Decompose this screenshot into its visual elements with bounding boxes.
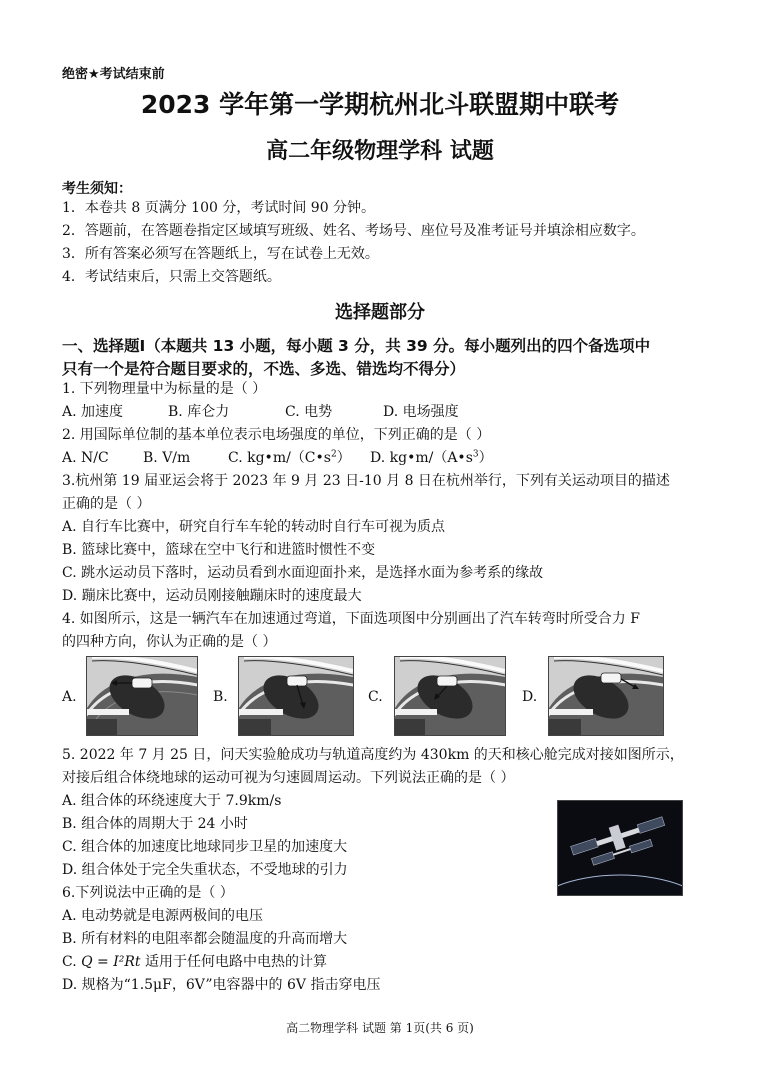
q6-option-d: D. 规格为“1.5μF，6V”电容器中的 6V 指击穿电压 bbox=[62, 977, 381, 993]
q3-option-d: D. 蹦床比赛中，运动员刚接触蹦床时的速度最大 bbox=[62, 588, 362, 604]
q4-label-d: D. bbox=[522, 689, 538, 705]
q4-label-c: C. bbox=[368, 689, 383, 705]
q3-stem-line1: 3.杭州第 19 届亚运会将于 2023 年 9 月 23 日-10 月 8 日在杭州举行，下列有关运动项目的描述 bbox=[62, 473, 670, 489]
q5-option-d: D. 组合体处于完全失重状态，不受地球的引力 bbox=[62, 862, 348, 878]
q1-stem: 1. 下列物理量中为标量的是（ ） bbox=[62, 381, 267, 397]
q5-option-a: A. 组合体的环绕速度大于 7.9km/s bbox=[62, 793, 282, 809]
q3-stem-line2: 正确的是（ ） bbox=[62, 496, 151, 512]
q6-option-b: B. 所有材料的电阻率都会随温度的升高而增大 bbox=[62, 931, 348, 947]
q2-stem: 2. 用国际单位制的基本单位表示电场强度的单位，下列正确的是（ ） bbox=[62, 427, 491, 443]
q6-option-c: C. Q = I²Rt 适用于任何电路中电热的计算 bbox=[62, 954, 327, 970]
q5-stem-line2: 对接后组合体绕地球的运动可视为匀速圆周运动。下列说法正确的是（ ） bbox=[62, 770, 515, 786]
exam-subtitle: 高二年级物理学科 试题 bbox=[266, 139, 494, 164]
q1-option-a: A. 加速度 bbox=[62, 404, 124, 420]
q2-option-d: D. $kg•m/(A•s^3)$ bbox=[370, 449, 493, 466]
q1-option-c: C. 电势 bbox=[285, 404, 333, 420]
q6-formula: Q = I²Rt bbox=[81, 954, 141, 970]
q6-option-a: A. 电动势就是电源两极间的电压 bbox=[62, 908, 264, 924]
q4-stem-line1: 4. 如图所示，这是一辆汽车在加速通过弯道，下面选项图中分别画出了汽车转弯时所受合力 F bbox=[62, 611, 640, 627]
notice-heading: 考生须知： bbox=[62, 181, 132, 197]
section-instructions-line2: 只有一个是符合题目要求的，不选、多选、错选均不得分） bbox=[62, 360, 466, 378]
exam-title: 2023 学年第一学期杭州北斗联盟期中联考 bbox=[140, 90, 620, 119]
notice-item: 4．考试结束后，只需上交答题纸。 bbox=[62, 269, 281, 285]
q4-curve-image-b bbox=[238, 656, 354, 736]
q4-label-b: B. bbox=[213, 689, 228, 705]
q5-option-c: C. 组合体的加速度比地球同步卫星的加速度大 bbox=[62, 839, 348, 855]
q3-option-b: B. 篮球比赛中，篮球在空中飞行和进篮时惯性不变 bbox=[62, 542, 376, 558]
q2-option-b: B. V/m bbox=[143, 450, 191, 466]
section-instructions-line1: 一、选择题Ⅰ（本题共 13 小题，每小题 3 分，共 39 分。每小题列出的四个备选项中 bbox=[62, 337, 651, 355]
section-title: 选择题部分 bbox=[335, 302, 425, 323]
q4-curve-image-d bbox=[548, 656, 664, 736]
q3-option-c: C. 跳水运动员下落时，运动员看到水面迎面扑来，是选择水面为参考系的缘故 bbox=[62, 565, 544, 581]
q2-option-c: C. $kg•m/(C•s^2)$ bbox=[228, 449, 351, 466]
q4-curve-image-c bbox=[394, 656, 506, 736]
confidential-mark: 绝密★考试结束前 bbox=[62, 67, 165, 82]
page-footer: 高二物理学科 试题 第 1页(共 6 页) bbox=[286, 1021, 474, 1035]
q4-stem-line2: 的四种方向，你认为正确的是（ ） bbox=[62, 634, 277, 650]
q5-option-b: B. 组合体的周期大于 24 小时 bbox=[62, 816, 248, 832]
space-station-image bbox=[557, 800, 683, 896]
q4-label-a: A. bbox=[62, 689, 77, 705]
notice-item: 1．本卷共 8 页满分 100 分，考试时间 90 分钟。 bbox=[62, 200, 376, 216]
notice-item: 3．所有答案必须写在答题纸上，写在试卷上无效。 bbox=[62, 246, 379, 262]
notice-item: 2．答题前，在答题卷指定区域填写班级、姓名、考场号、座位号及准考证号并填涂相应数字。 bbox=[62, 223, 645, 239]
q1-option-d: D. 电场强度 bbox=[383, 404, 459, 420]
q6-stem: 6.下列说法中正确的是（ ） bbox=[62, 885, 234, 901]
q3-option-a: A. 自行车比赛中，研究自行车车轮的转动时自行车可视为质点 bbox=[62, 519, 446, 535]
q1-option-b: B. 库仑力 bbox=[168, 404, 230, 420]
q2-option-a: A. N/C bbox=[62, 450, 109, 466]
q4-curve-image-a bbox=[86, 656, 198, 736]
q5-stem-line1: 5. 2022 年 7 月 25 日，问天实验舱成功与轨道高度约为 430km 的天和核心舱完成对接如图所示， bbox=[62, 747, 684, 763]
